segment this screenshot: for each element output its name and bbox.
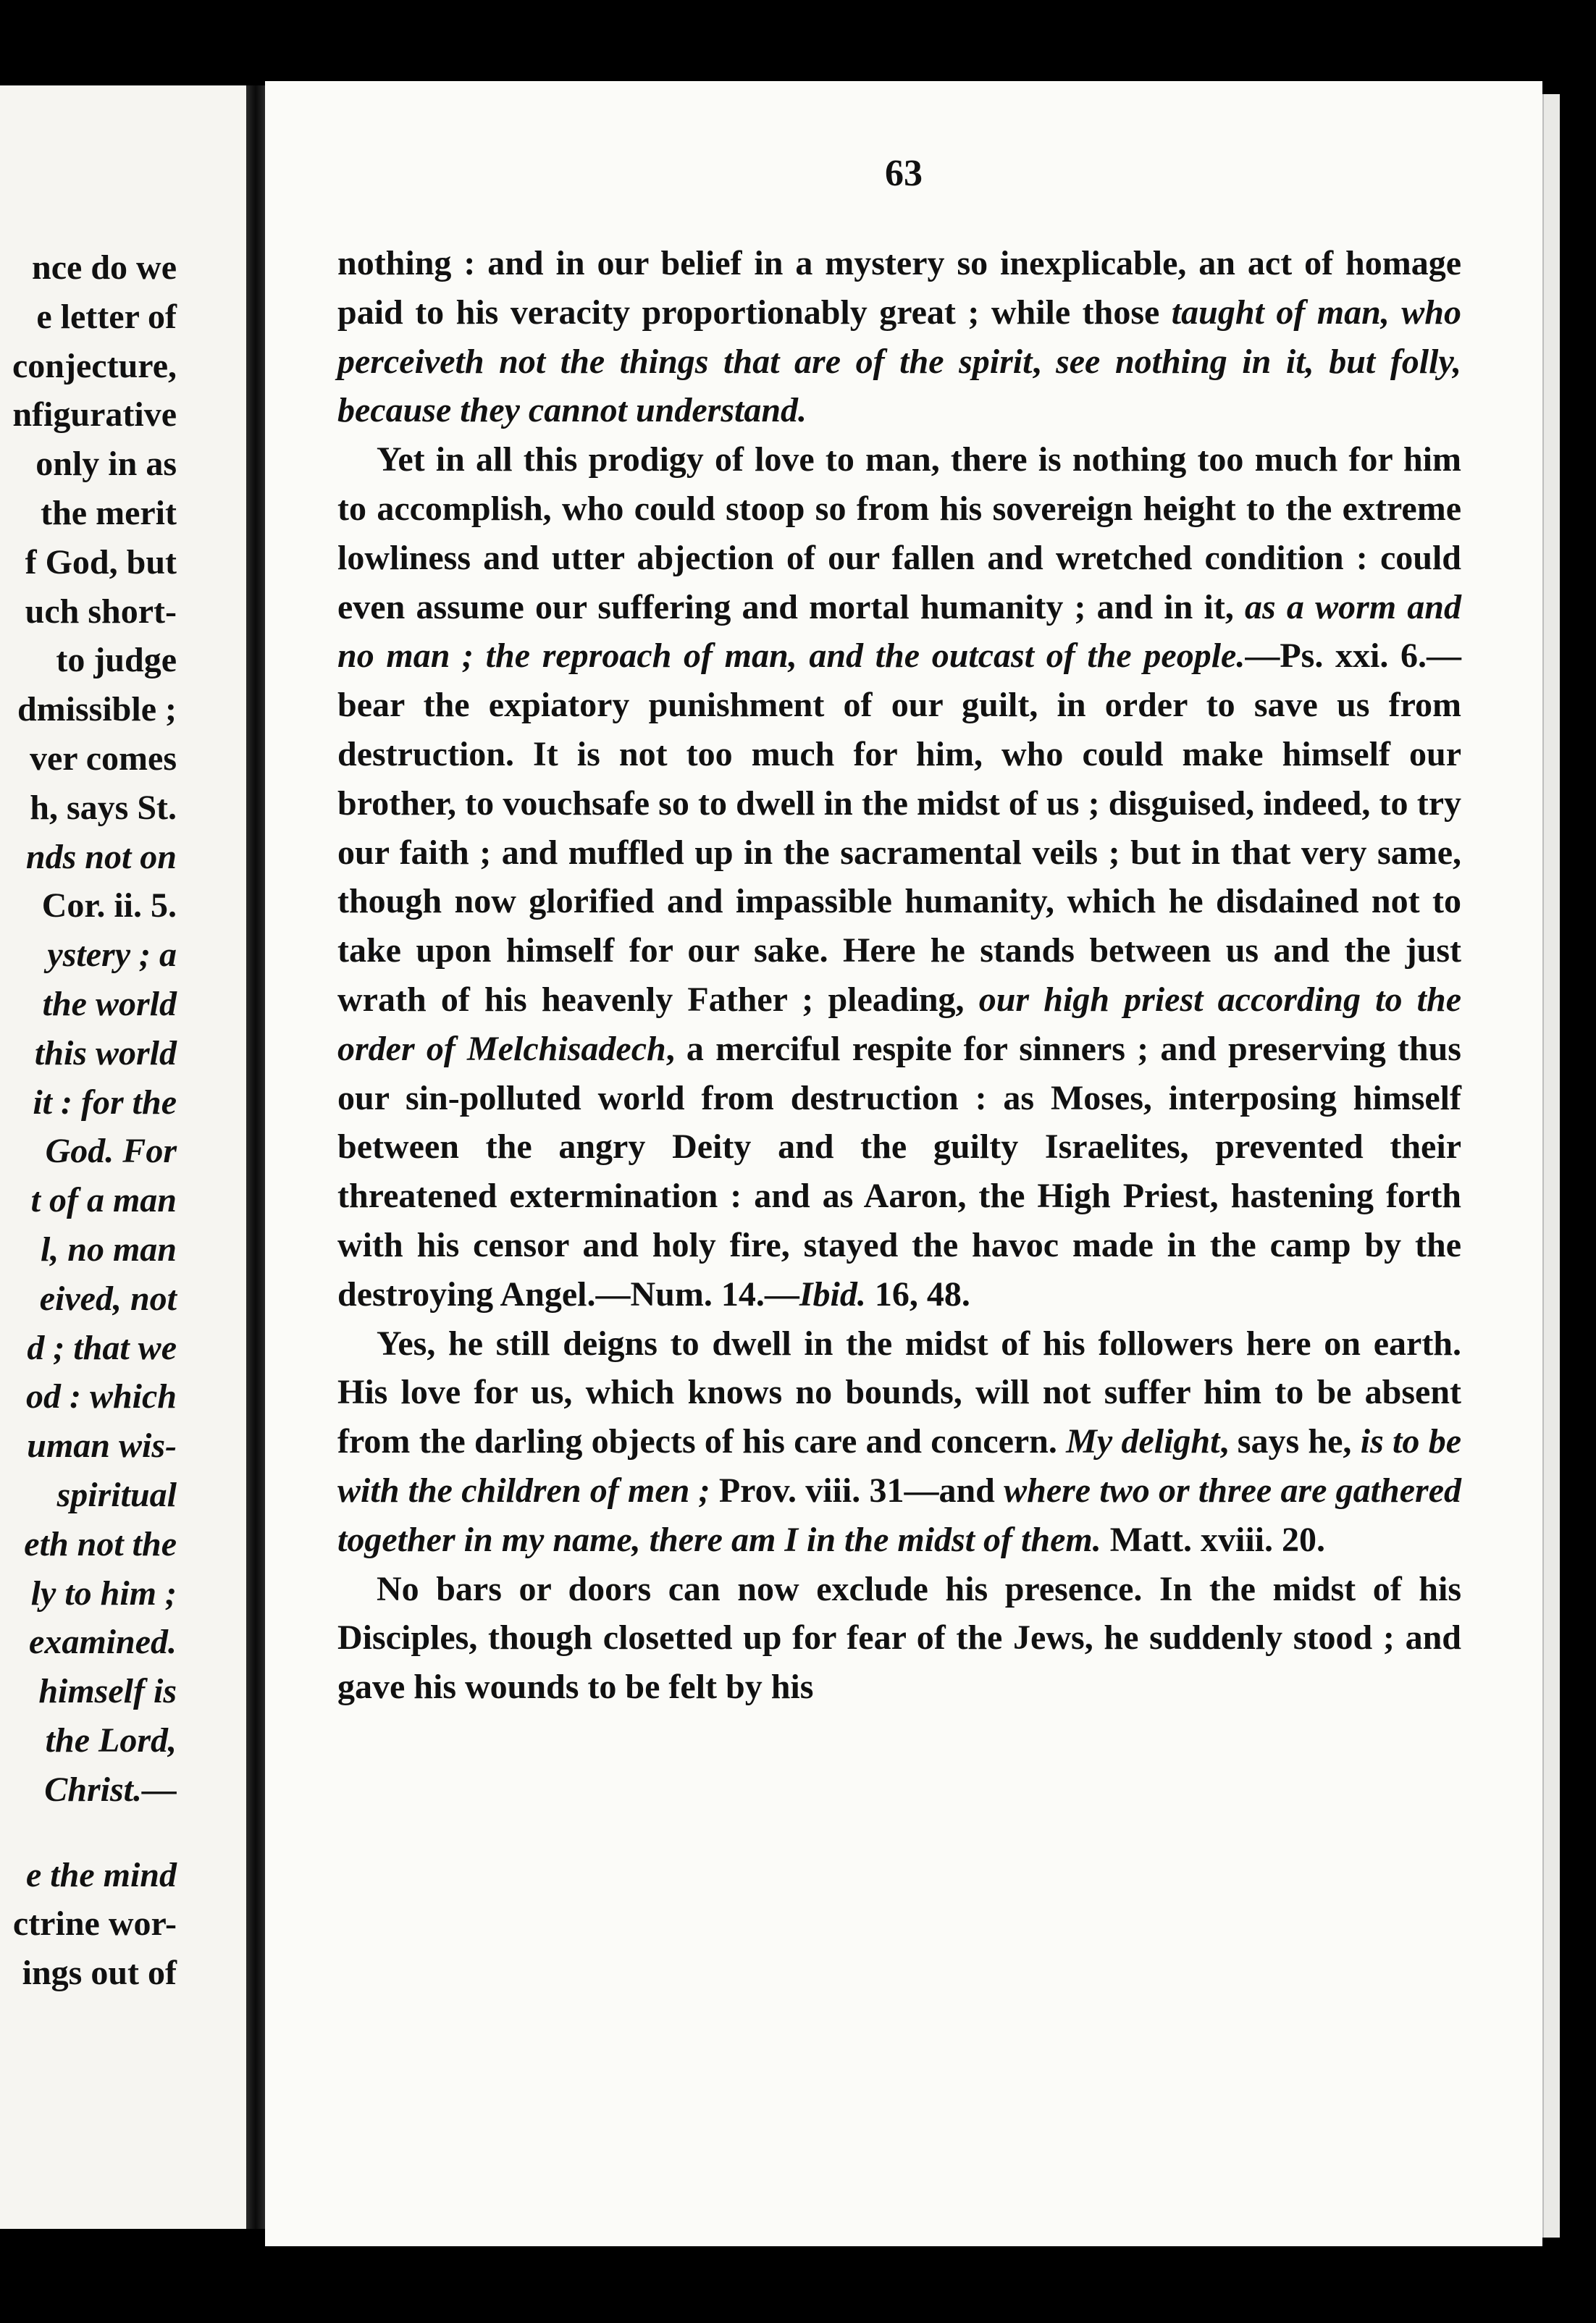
text-run: Matt. xviii. 20. — [1101, 1520, 1325, 1559]
left-page-line: examined. — [29, 1623, 177, 1662]
left-page-line: the world — [42, 984, 177, 1023]
left-page-line: nds not on — [25, 837, 177, 876]
book-gutter — [246, 85, 265, 2229]
page-body-text — [337, 239, 1461, 1712]
text-run: , — [1032, 342, 1057, 381]
left-page-fragment — [0, 85, 248, 2229]
italic-text: My delight — [1066, 1422, 1220, 1461]
left-page-line: spiritual — [56, 1475, 177, 1514]
paragraph — [337, 1319, 1461, 1565]
text-run: , a merciful respite for sinners ; and preserving thus our sin-polluted world from destruction : as Moses, interposing himself between the angry Deity and the guilty Israelites, prevented their threatened extermination : and as Aaron, the High Priest, hastening forth with his censor and holy fire, stayed the havoc made in the camp by the destroying Angel.—Num. 14.— — [337, 1029, 1461, 1314]
italic-text: Ibid. — [799, 1274, 866, 1314]
left-page-line: ver comes — [29, 739, 177, 778]
left-page-line: this world — [34, 1033, 177, 1072]
page-number: 63 — [885, 153, 923, 194]
left-page-line: uman wis- — [27, 1427, 177, 1466]
left-page-line: to judge — [56, 641, 177, 680]
left-page-line: Cor. ii. 5. — [41, 886, 177, 925]
left-page-line: conjecture, — [12, 346, 177, 385]
left-page-line: only in as — [35, 445, 177, 484]
italic-text: is to be with the children of men ; — [337, 1422, 1461, 1510]
left-page-line: himself is — [38, 1672, 177, 1711]
left-page-line: it : for the — [33, 1083, 177, 1122]
page-edge — [1542, 94, 1560, 2238]
text-run: Yes, he still deigns to dwell in the midst of his followers here on earth. His love for us, which knows no bounds, will not suffer him to be absent from the darling objects of his care and concern. — [337, 1324, 1461, 1461]
left-page-line: the merit — [41, 493, 177, 532]
left-page-line: f God, but — [25, 542, 177, 581]
text-run: Yet in all this prodigy of love to man, there is nothing too much for him to accomplish, who could stoop so from his sovereign height to the extreme lowliness and utter abjection of our fallen and wretched condition : could even assume our suffering and mortal humanity ; and in it, — [337, 440, 1461, 626]
left-page-text — [12, 243, 177, 1998]
left-page-line: l, no man — [40, 1230, 177, 1269]
left-page-line: od : which — [25, 1377, 177, 1416]
left-page-line: e the mind — [25, 1855, 177, 1894]
left-page-line: ctrine wor- — [12, 1904, 177, 1944]
left-page-line: e letter of — [36, 297, 177, 336]
text-run: , says he, — [1219, 1422, 1361, 1461]
left-page-line: God. For — [45, 1132, 177, 1171]
text-run: Prov. viii. 31—and — [710, 1471, 1004, 1510]
left-page-line: nfigurative — [12, 395, 177, 434]
left-page-line: dmissible ; — [17, 690, 177, 729]
text-run: 16, 48. — [865, 1274, 970, 1314]
left-page-line: nce do we — [32, 248, 177, 287]
italic-text: as a worm and no man ; the reproach of man, and the outcast of the people. — [337, 587, 1462, 676]
left-page-line: ystery ; a — [47, 936, 177, 975]
right-page — [265, 81, 1542, 2246]
left-page-line: Christ.— — [44, 1770, 177, 1809]
paragraph — [337, 1565, 1461, 1712]
left-page-line: t of a man — [30, 1181, 177, 1220]
text-run: —Ps. xxi. 6.—bear the expiatory punishment of our guilt, in order to save us from destruction. It is not too much for him, who could make himself our brother, to vouchsafe so to dwell in the midst of us ; disguised, indeed, to try our faith ; and muffled up in the sacramental veils ; but in that very same, though now glorified and impassible humanity, which he disdained not to take upon himself for our sake. Here he stands between us and the just wrath of his heavenly Father ; pleading, — [337, 637, 1462, 1019]
left-page-line: h, says St. — [30, 788, 177, 827]
left-page-line: uch short- — [25, 592, 177, 631]
text-run: No bars or doors can now exclude his presence. In the midst of his Disciples, though closetted up for fear of the Jews, he suddenly stood ; and gave his wounds to be felt by his — [337, 1569, 1461, 1707]
italic-text: our high priest according to the order of Melchisadech — [337, 980, 1462, 1068]
text-run: nothing : and in our belief in a mystery so inexplicable, an act of homage paid to his veracity proportionably great ; while those — [337, 244, 1461, 332]
paragraph — [337, 435, 1461, 1319]
left-page-line: the Lord, — [45, 1721, 177, 1760]
italic-text: see nothing in it, but folly, because they cannot understand. — [337, 342, 1461, 430]
left-page-line: d ; that we — [27, 1328, 177, 1367]
italic-text: taught of man, who perceiveth not the things that are of the spirit — [337, 293, 1462, 381]
left-page-line: eth not the — [24, 1524, 177, 1563]
left-page-line: ly to him ; — [30, 1574, 177, 1613]
italic-text: where two or three are gathered together in my name, there am I in the midst of them. — [337, 1471, 1461, 1559]
left-page-line: ings out of — [22, 1954, 177, 1993]
paragraph — [337, 239, 1461, 435]
left-page-line: eived, not — [39, 1279, 177, 1318]
